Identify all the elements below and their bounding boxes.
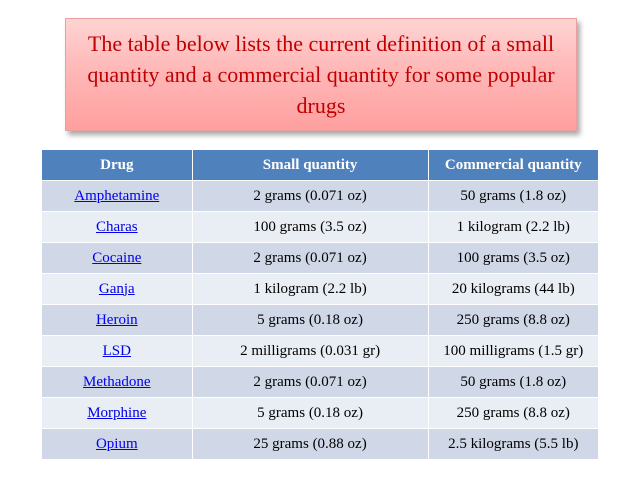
- commercial-quantity-cell: 2.5 kilograms (5.5 lb): [428, 429, 598, 460]
- drug-link[interactable]: Methadone: [83, 373, 151, 390]
- small-quantity-cell: 2 milligrams (0.031 gr): [192, 336, 428, 367]
- table-header-row: [42, 150, 598, 181]
- table-row: [42, 398, 598, 429]
- table-row: [42, 243, 598, 274]
- header-commercial-quantity: Commercial quantity: [428, 150, 598, 181]
- table-row: [42, 305, 598, 336]
- commercial-quantity-cell: 100 milligrams (1.5 gr): [428, 336, 598, 367]
- table-row: [42, 336, 598, 367]
- title-box: [65, 18, 577, 131]
- table-row: [42, 181, 598, 212]
- commercial-quantity-cell: 20 kilograms (44 lb): [428, 274, 598, 305]
- drug-link[interactable]: Morphine: [87, 404, 147, 421]
- small-quantity-cell: 5 grams (0.18 oz): [192, 305, 428, 336]
- drug-cell[interactable]: [42, 336, 192, 367]
- drug-cell[interactable]: [42, 243, 192, 274]
- drug-cell[interactable]: [42, 181, 192, 212]
- table-row: [42, 212, 598, 243]
- drug-link[interactable]: Ganja: [98, 280, 135, 297]
- drug-cell[interactable]: [42, 274, 192, 305]
- commercial-quantity-cell: 1 kilogram (2.2 lb): [428, 212, 598, 243]
- small-quantity-cell: 5 grams (0.18 oz): [192, 398, 428, 429]
- commercial-quantity-cell: 250 grams (8.8 oz): [428, 305, 598, 336]
- small-quantity-cell: 100 grams (3.5 oz): [192, 212, 428, 243]
- drug-link[interactable]: Cocaine: [92, 249, 142, 266]
- header-small-quantity: Small quantity: [192, 150, 428, 181]
- commercial-quantity-cell: 100 grams (3.5 oz): [428, 243, 598, 274]
- drug-link[interactable]: LSD: [102, 342, 131, 359]
- table-row: [42, 367, 598, 398]
- drug-quantity-table: [42, 150, 598, 459]
- small-quantity-cell: 1 kilogram (2.2 lb): [192, 274, 428, 305]
- drug-link[interactable]: Charas: [95, 218, 138, 235]
- commercial-quantity-cell: 50 grams (1.8 oz): [428, 367, 598, 398]
- small-quantity-cell: 2 grams (0.071 oz): [192, 367, 428, 398]
- drug-cell[interactable]: [42, 367, 192, 398]
- commercial-quantity-cell: 50 grams (1.8 oz): [428, 181, 598, 212]
- table-row: [42, 429, 598, 460]
- slide-title: The table below lists the current definition of a small quantity and a commercial quantity for some popular drugs: [87, 31, 555, 118]
- commercial-quantity-cell: 250 grams (8.8 oz): [428, 398, 598, 429]
- drug-link[interactable]: Opium: [95, 435, 138, 452]
- drug-cell[interactable]: [42, 212, 192, 243]
- drug-cell[interactable]: [42, 305, 192, 336]
- drug-cell[interactable]: [42, 398, 192, 429]
- drug-cell[interactable]: [42, 429, 192, 460]
- table-row: [42, 274, 598, 305]
- drug-link[interactable]: Amphetamine: [74, 187, 160, 204]
- drug-link[interactable]: Heroin: [95, 311, 138, 328]
- small-quantity-cell: 2 grams (0.071 oz): [192, 181, 428, 212]
- header-drug: Drug: [42, 150, 192, 181]
- small-quantity-cell: 2 grams (0.071 oz): [192, 243, 428, 274]
- small-quantity-cell: 25 grams (0.88 oz): [192, 429, 428, 460]
